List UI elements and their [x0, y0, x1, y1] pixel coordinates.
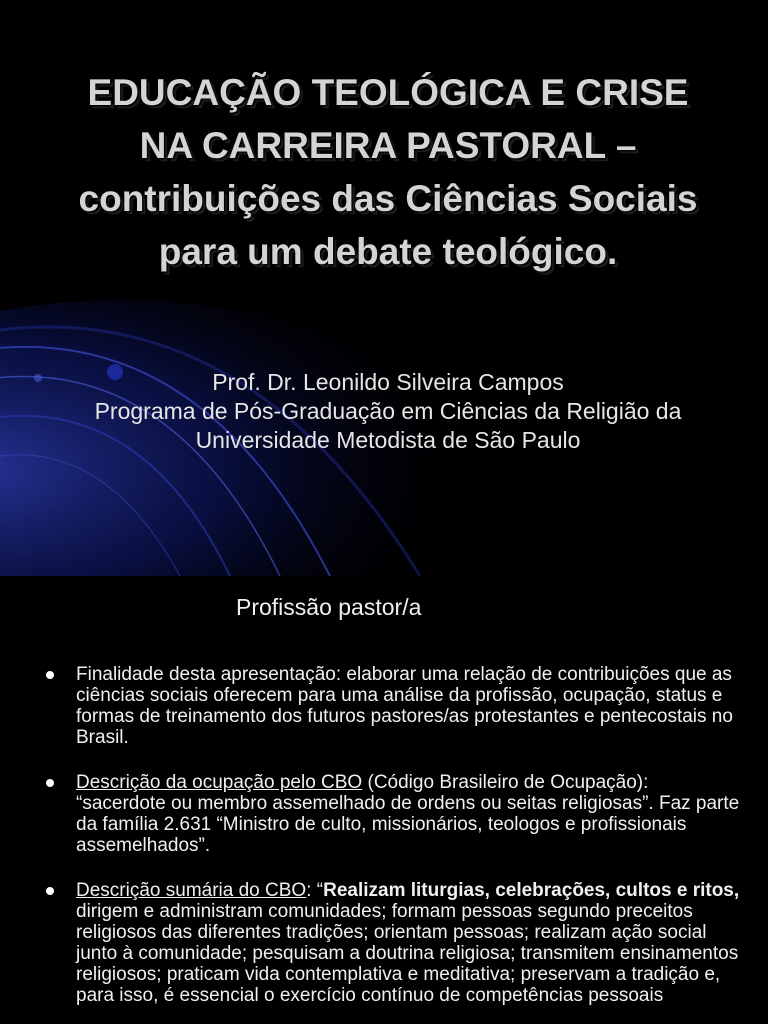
slide-heading: Profissão pastor/a: [236, 594, 422, 620]
bullet-punct: : “: [306, 880, 324, 901]
bullet-bold-text: Realizam liturgias, celebrações, cultos e ritos,: [323, 880, 740, 901]
bullet-list: [0, 664, 768, 1024]
author-name: Prof. Dr. Leonildo Silveira Campos: [212, 369, 564, 395]
bullet-text: (Código Brasileiro de Ocupação): “sacerdote ou membro assemelhado de ordens ou seitas religiosas”. Faz parte da família 2.631 “Ministro de culto, missionários, teologos e profissionais assemelhados”.: [76, 772, 740, 856]
list-item: [0, 772, 768, 856]
subtitle-block: [90, 368, 686, 455]
presentation-title: EDUCAÇÃO TEOLÓGICA E CRISE NA CARREIRA PASTORAL – contribuições das Ciências Sociais para um debate teológico.: [78, 72, 698, 272]
list-item: [0, 664, 768, 748]
bullet-icon: [46, 671, 54, 679]
bullet-icon: [46, 887, 54, 895]
bullet-text: Finalidade desta apresentação: elaborar uma relação de contribuições que as ciências sociais oferecem para uma análise da profissão, ocupação, status e formas de treinamento dos futuros pastores/as protestantes e pentecostais no Brasil.: [76, 664, 733, 748]
list-item: [0, 880, 768, 1006]
content-slide: [0, 576, 768, 1024]
bullet-icon: [46, 779, 54, 787]
bullet-text: dirigem e administram comunidades; formam pessoas segundo preceitos religiosos das diferentes tradições; orientam pessoas; realizam ação social junto à comunidade; pesquisam a doutrina religiosa; transmitem ensinamentos religiosos; praticam vida contemplativa e meditativa; preservam a tradição e, para isso, é essencial o exercício contínuo de competências pessoais: [76, 901, 739, 1006]
cbo-occupation-link[interactable]: Descrição da ocupação pelo CBO: [76, 772, 363, 793]
cbo-summary-link[interactable]: Descrição sumária do CBO: [76, 880, 307, 901]
program-name: Programa de Pós-Graduação em Ciências da Religião da Universidade Metodista de São Paulo: [94, 398, 682, 453]
